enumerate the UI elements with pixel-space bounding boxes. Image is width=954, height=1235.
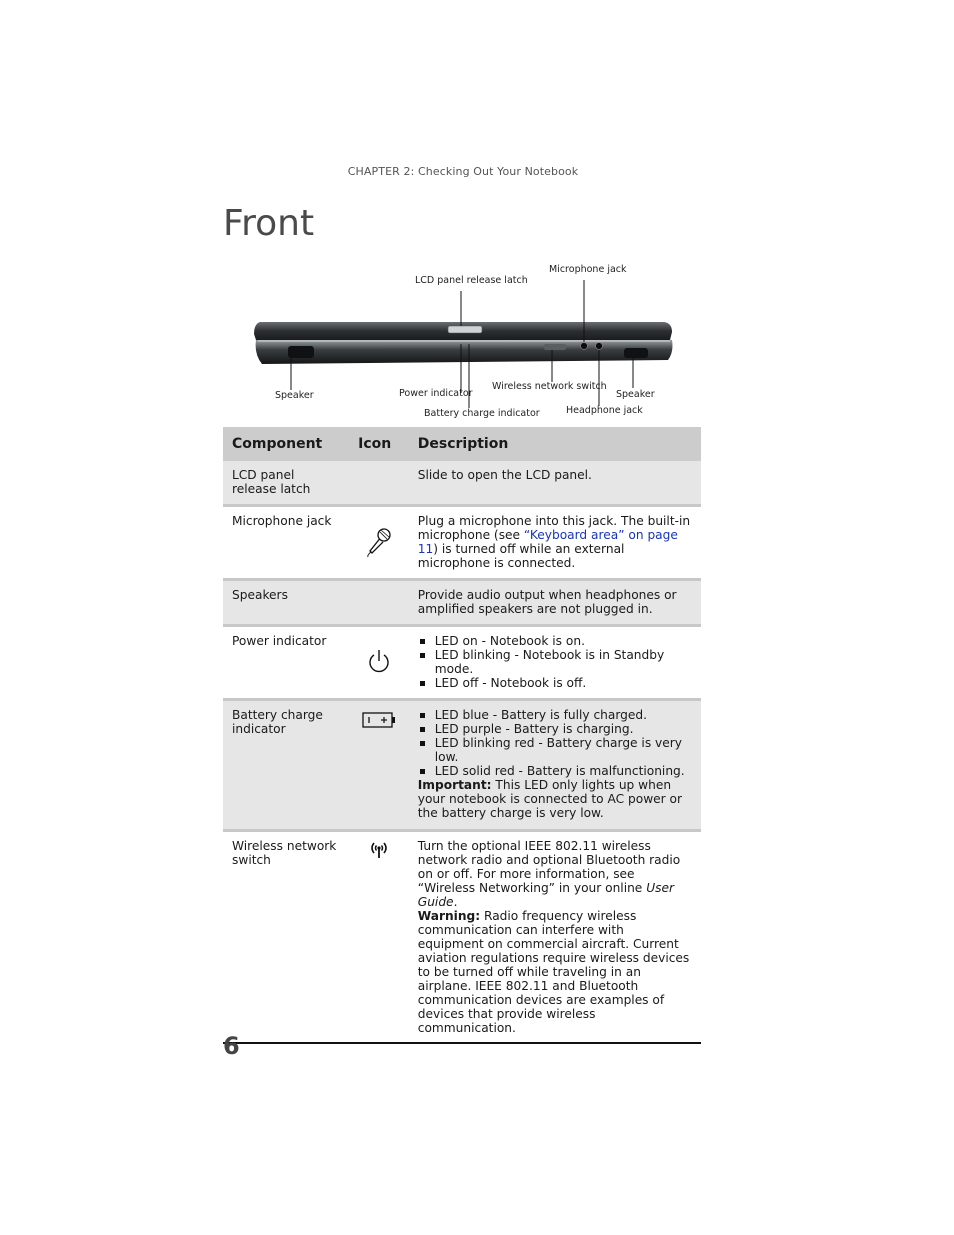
wireless-icon xyxy=(369,841,389,859)
user-guide-title: User Guide xyxy=(417,881,674,909)
component-name: Battery charge indicator xyxy=(223,700,349,831)
component-table xyxy=(223,427,701,1044)
description-text: ) is turned off while an external microphone is connected. xyxy=(417,542,625,570)
description-text: Turn the optional IEEE 802.11 wireless network radio and optional Bluetooth radio on or off. For more information, see “Wireless Networking” in your online xyxy=(417,839,681,895)
icon-cell xyxy=(349,506,409,580)
list-item: LED solid red - Battery is malfunctioning. xyxy=(418,764,692,778)
component-name: Microphone jack xyxy=(223,506,349,580)
note-label: Important: xyxy=(417,778,492,792)
running-header xyxy=(0,165,926,178)
icon-cell xyxy=(349,831,409,1044)
page-title: Front xyxy=(223,203,315,244)
description-text: . xyxy=(453,895,458,909)
description-text: Plug a microphone into this jack. The built-in microphone (see xyxy=(417,514,691,542)
callout-microphone-jack: Microphone jack xyxy=(549,264,627,275)
component-name: Wireless network switch xyxy=(223,831,349,1044)
icon-cell xyxy=(349,700,409,831)
component-description xyxy=(409,506,701,580)
chapter-label: CHAPTER 2 xyxy=(347,165,411,178)
callout-lcd-latch: LCD panel release latch xyxy=(415,275,528,286)
list-item: LED on - Notebook is on. xyxy=(418,634,692,648)
component-description: Provide audio output when headphones or amplified speakers are not plugged in. xyxy=(409,580,701,626)
keyboard-area-link[interactable]: “Keyboard area” on page 11 xyxy=(417,528,678,556)
callout-headphone-jack: Headphone jack xyxy=(566,405,643,416)
chapter-title: Checking Out Your Notebook xyxy=(418,165,579,178)
header-icon: Icon xyxy=(349,427,409,461)
header-description: Description xyxy=(409,427,701,461)
list-item: LED off - Notebook is off. xyxy=(418,676,692,690)
notebook-front-figure xyxy=(240,262,700,422)
list-item: LED blue - Battery is fully charged. xyxy=(418,708,692,722)
callout-battery-indicator: Battery charge indicator xyxy=(424,408,540,419)
component-name: Power indicator xyxy=(223,626,349,700)
callout-power-indicator: Power indicator xyxy=(399,388,473,399)
component-description xyxy=(409,700,701,831)
callout-speaker-left: Speaker xyxy=(275,390,314,401)
table-row xyxy=(223,626,701,700)
component-name: Speakers xyxy=(223,580,349,626)
component-description: Slide to open the LCD panel. xyxy=(409,461,701,506)
component-description xyxy=(409,626,701,700)
description-paragraph xyxy=(418,839,692,909)
warning-text: Radio frequency wireless communication can interfere with equipment on commercial aircraft. Current aviation regulations require wireless devices to be turned off while traveling in an airplane. IEEE 802.11 and Bluetooth communication devices are examples of devices that provide wireless communication. xyxy=(417,909,690,1035)
list-item: LED purple - Battery is charging. xyxy=(418,722,692,736)
note-text: This LED only lights up when your notebook is connected to AC power or the battery charge is very low. xyxy=(417,778,683,820)
table-row xyxy=(223,700,701,831)
header-component: Component xyxy=(223,427,349,461)
component-description xyxy=(409,831,701,1044)
list-item: LED blinking - Notebook is in Standby mode. xyxy=(418,648,692,676)
header-separator: : xyxy=(410,165,418,178)
important-note xyxy=(418,778,692,820)
callout-speaker-right: Speaker xyxy=(616,389,655,400)
status-list xyxy=(418,708,692,778)
table-row xyxy=(223,831,701,1044)
status-list xyxy=(418,634,692,690)
table-row xyxy=(223,461,701,506)
table-header-row xyxy=(223,427,701,461)
table-row xyxy=(223,580,701,626)
table-row xyxy=(223,506,701,580)
callout-wireless-switch: Wireless network switch xyxy=(492,381,607,392)
icon-cell xyxy=(349,580,409,626)
component-name: LCD panel release latch xyxy=(223,461,349,506)
power-icon xyxy=(366,647,392,675)
page-number: 6 xyxy=(223,1032,240,1060)
warning-label: Warning: xyxy=(417,909,481,923)
microphone-icon xyxy=(362,524,396,558)
icon-cell xyxy=(349,461,409,506)
icon-cell xyxy=(349,626,409,700)
warning-note xyxy=(418,909,692,1035)
list-item: LED blinking red - Battery charge is very low. xyxy=(418,736,692,764)
battery-icon xyxy=(362,711,396,729)
